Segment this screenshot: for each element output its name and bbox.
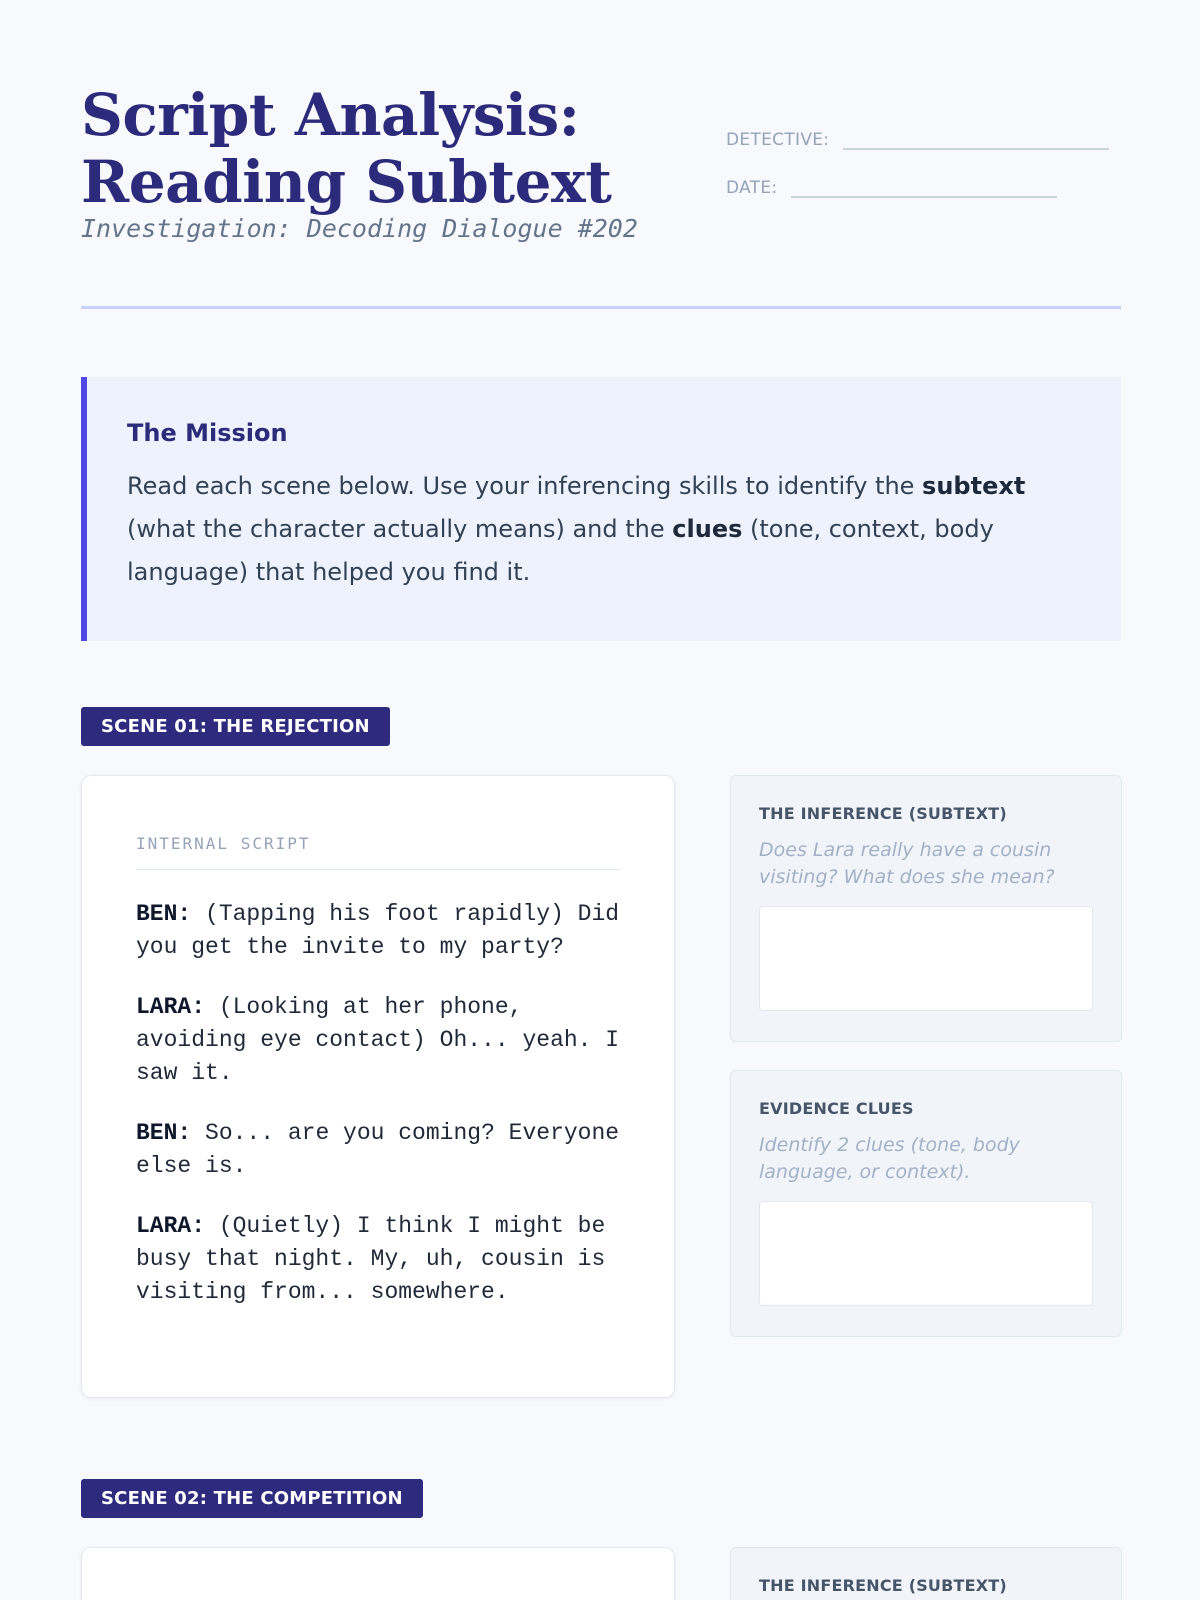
detective-label: DETECTIVE: — [726, 130, 830, 150]
inference-heading: THE INFERENCE (SUBTEXT) — [759, 1576, 1007, 1595]
page-subtitle: Investigation: Decoding Dialogue #202 — [81, 214, 638, 243]
dialogue-text: (Quietly) I think I might be busy that night. My, uh, cousin is visiting from... somewhere. — [136, 1213, 606, 1305]
date-blank[interactable] — [791, 196, 1057, 198]
speaker-name: BEN: — [136, 1120, 192, 1146]
scene-tag: SCENE 01: THE REJECTION — [81, 707, 390, 746]
mission-heading: The Mission — [127, 419, 288, 447]
evidence-prompt: Identify 2 clues (tone, body language, or context). — [759, 1134, 1020, 1183]
header-divider — [81, 306, 1121, 309]
dialogue-line — [136, 898, 622, 964]
speaker-name: LARA: — [136, 994, 206, 1020]
dialogue-line — [136, 1117, 622, 1183]
script-card — [81, 775, 675, 1398]
worksheet-header — [81, 82, 1121, 252]
speaker-name: LARA: — [136, 1213, 206, 1239]
evidence-heading: EVIDENCE CLUES — [759, 1099, 914, 1118]
scene-tag: SCENE 02: THE COMPETITION — [81, 1479, 423, 1518]
evidence-panel — [730, 1070, 1122, 1337]
mission-callout — [81, 377, 1121, 641]
inference-answer-box[interactable] — [759, 906, 1093, 1011]
dialogue-text: (Looking at her phone, avoiding eye contact) Oh... yeah. I saw it. — [136, 994, 620, 1086]
mission-text — [127, 465, 1027, 594]
evidence-answer-box[interactable] — [759, 1201, 1093, 1306]
script-label: INTERNAL SCRIPT — [136, 834, 620, 870]
inference-heading: THE INFERENCE (SUBTEXT) — [759, 804, 1007, 823]
detective-blank[interactable] — [843, 148, 1109, 150]
date-field — [726, 178, 1057, 198]
mission-text-part: (tone, context, body language) that helped you find it. — [127, 515, 994, 586]
mission-text-part: (what the character actually means) and the — [127, 515, 673, 543]
speaker-name: BEN: — [136, 901, 192, 927]
mission-text-part: Read each scene below. Use your inferencing skills to identify the — [127, 472, 923, 500]
inference-panel — [730, 1547, 1122, 1600]
inference-prompt: Does Lara really have a cousin visiting? What does she mean? — [759, 839, 1055, 888]
dialogue-line — [136, 1210, 622, 1309]
date-label: DATE: — [726, 178, 778, 198]
mission-keyword-clues: clues — [672, 515, 743, 543]
script-card — [81, 1547, 675, 1600]
dialogue-text: So... are you coming? Everyone else is. — [136, 1120, 620, 1179]
page-title: Script Analysis: Reading Subtext — [81, 81, 612, 216]
inference-panel — [730, 775, 1122, 1042]
detective-field — [726, 130, 1109, 150]
dialogue-line — [136, 991, 622, 1090]
mission-keyword-subtext: subtext — [922, 472, 1026, 500]
dialogue-text: (Tapping his foot rapidly) Did you get the invite to my party? — [136, 901, 620, 960]
